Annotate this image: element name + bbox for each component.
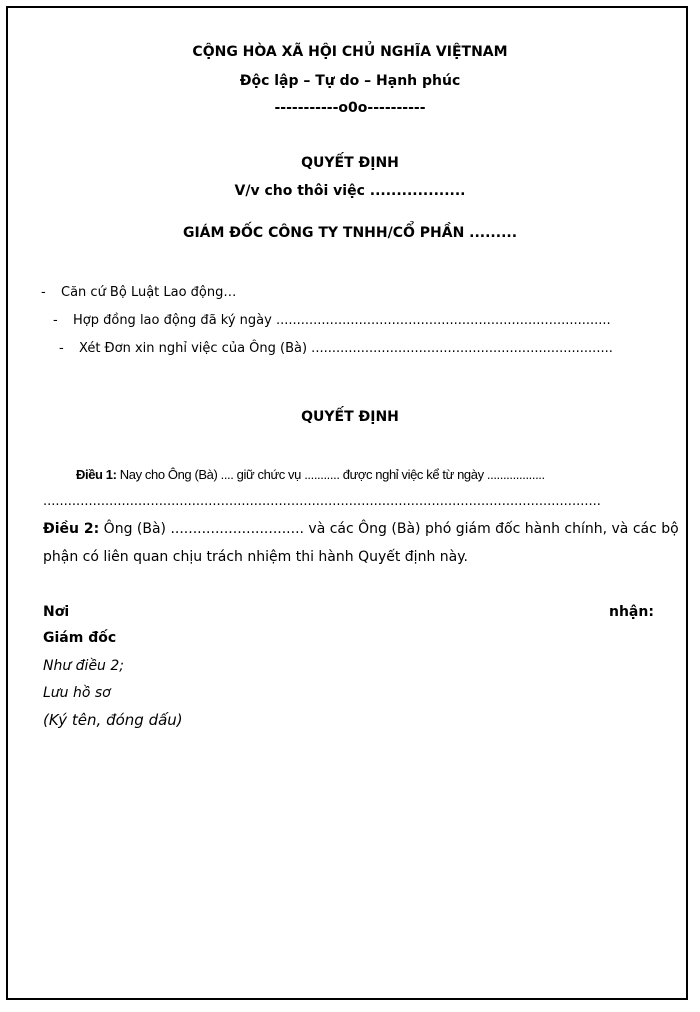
issuing-authority: GIÁM ĐỐC CÔNG TY TNHH/CỔ PHẦN ......... — [182, 225, 518, 241]
basis-dash-1: - — [41, 285, 46, 300]
basis-labor-contract: Hợp đồng lao động đã ký ngày ................................................................................. — [73, 313, 611, 328]
decision-title: QUYẾT ĐỊNH — [301, 155, 399, 171]
recipients-label-right: nhận: — [609, 604, 654, 620]
article-1-text: Nay cho Ông (Bà) .... giữ chức vụ ........... được nghỉ việc kể từ ngày .................. — [119, 467, 545, 482]
basis-dash-2: - — [53, 313, 58, 328]
decision-heading: QUYẾT ĐỊNH — [301, 409, 399, 425]
recipient-archive: Lưu hồ sơ — [43, 685, 111, 701]
article-2-label: Điều 2: — [43, 521, 100, 537]
national-motto: Độc lập – Tự do – Hạnh phúc — [239, 73, 461, 89]
header-separator: -----------o0o---------- — [274, 100, 426, 116]
recipients-label-left: Nơi — [43, 604, 70, 620]
decision-subject: V/v cho thôi việc .................. — [234, 183, 466, 199]
director-title: Giám đốc — [43, 630, 117, 646]
article-1-continuation: ....................................................................................................................................... — [43, 494, 601, 509]
basis-resignation-letter: Xét Đơn xin nghỉ việc của Ông (Bà) ......................................................................... — [79, 341, 613, 356]
article-2 — [43, 521, 679, 537]
signature-note: (Ký tên, đóng dấu) — [43, 711, 183, 729]
basis-labor-code: Căn cứ Bộ Luật Lao động… — [61, 285, 237, 300]
article-2-text-line-2: phận có liên quan chịu trách nhiệm thi hành Quyết định này. — [43, 549, 468, 565]
recipient-article-2: Như điều 2; — [43, 658, 125, 674]
article-2-text-line-1: Ông (Bà) .............................. và các Ông (Bà) phó giám đốc hành chính, và các bộ — [103, 521, 679, 537]
country-name: CỘNG HÒA XÃ HỘI CHỦ NGHĨA VIỆTNAM — [192, 44, 508, 60]
article-1-label: Điều 1: — [76, 467, 117, 482]
article-1 — [76, 467, 545, 482]
basis-dash-3: - — [59, 341, 64, 356]
